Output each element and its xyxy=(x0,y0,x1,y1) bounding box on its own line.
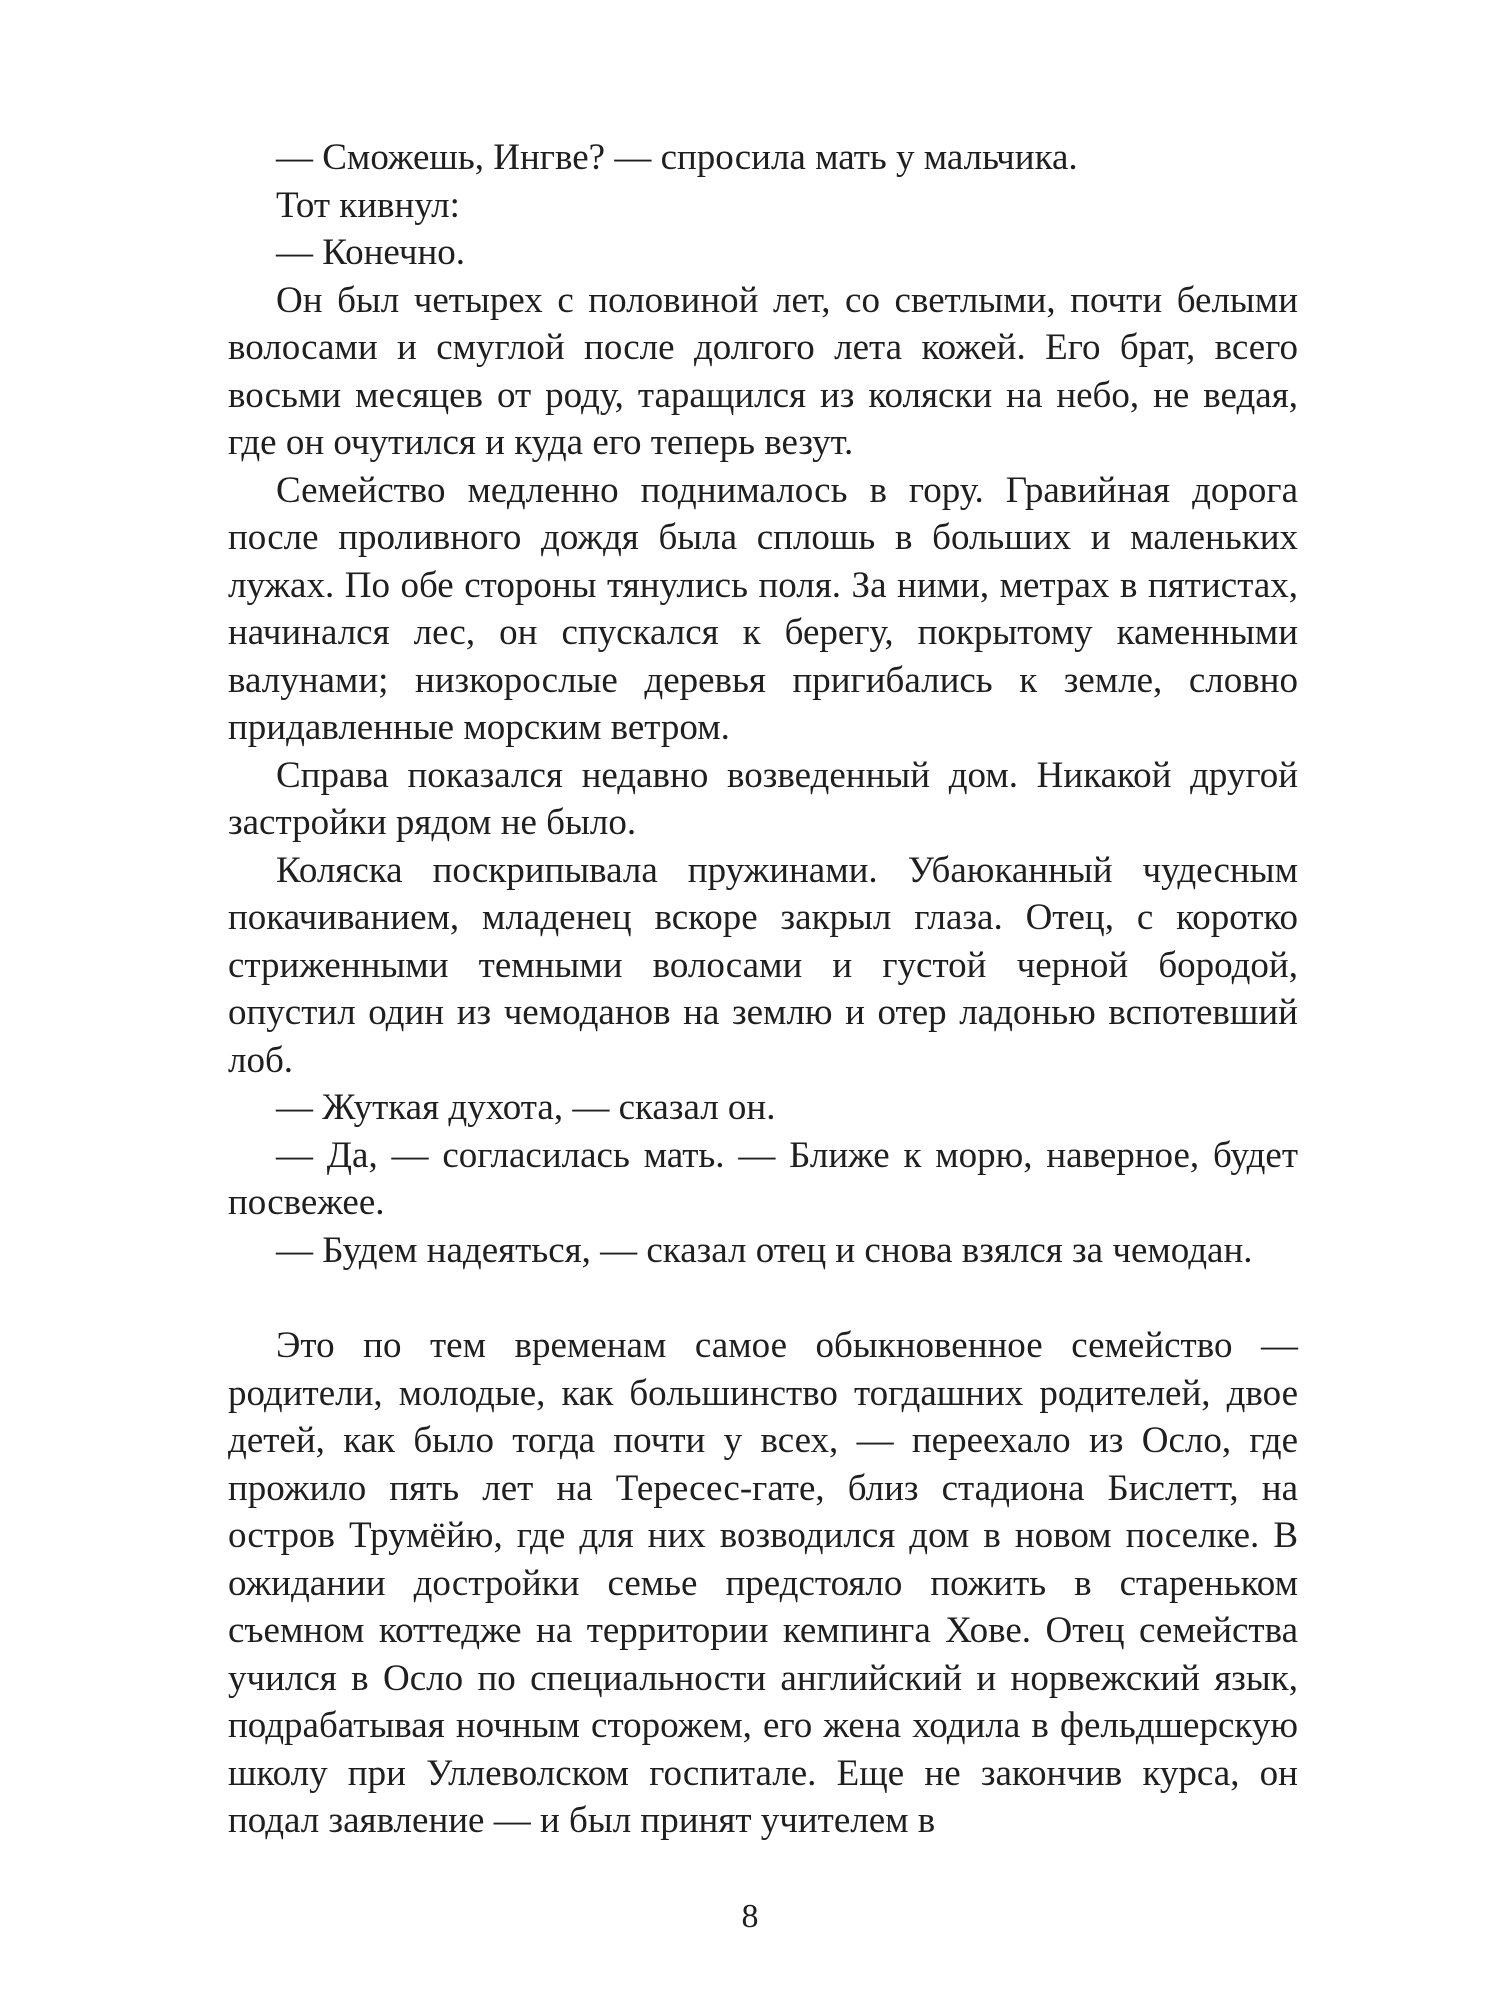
paragraph: — Конечно. xyxy=(276,232,466,273)
paragraph: — Да, — согласилась мать. — Ближе к морю, наверное, будет посвежее. xyxy=(228,1134,1298,1223)
paragraph: Коляска поскрипывала пружинами. Убаюканный чудесным покачиванием, младенец вскоре закрыл глаза. Отец, с коротко стриженными темными волосами и густой черной бородой, опустил один из чемоданов на землю и отер ладонью вспотевший лоб. xyxy=(228,849,1298,1081)
paragraph: — Жуткая духота, — сказал он. xyxy=(276,1087,776,1128)
paragraph: Он был четырех с половиной лет, со светлыми, почти белыми волосами и смуглой после долгого лета кожей. Его брат, всего восьми месяцев от роду, таращился из коляски на небо, не ведая, где он очутился и куда его теперь везут. xyxy=(228,279,1298,463)
page-number: 8 xyxy=(741,1898,759,1935)
paragraph: Семейство медленно поднималось в гору. Гравийная дорога после проливного дождя была сплошь в больших и маленьких лужах. По обе стороны тянулись поля. За ними, метрах в пятистах, начинался лес, он спускался к берегу, покрытому каменными валунами; низкорослые деревья пригибались к земле, словно придавленные морским ветром. xyxy=(228,469,1298,748)
paragraph: — Сможешь, Ингве? — спросила мать у мальчика. xyxy=(276,137,1078,178)
paragraph: Справа показался недавно возведенный дом. Никакой другой застройки рядом не было. xyxy=(228,754,1298,843)
paragraph: — Будем надеяться, — сказал отец и снова взялся за чемодан. xyxy=(276,1229,1253,1271)
paragraph: Это по тем временам самое обыкновенное семейство — родители, молодые, как большинство тогдашних родителей, двое детей, как было тогда почти у всех, — переехало из Осло, где прожило пять лет на Тересес-гате, близ стадиона Бислетт, на остров Трумёйю, где для них возводился дом в новом поселке. В ожидании достройки семье предстояло пожить в стареньком съемном коттедже на территории кемпинга Хове. Отец семейства учился в Осло по специальности английский и норвежский язык, подрабатывая ночным сторожем, его жена ходила в фельдшерскую школу при Уллеволском госпитале. Еще не закончив курса, он подал заявление — и был принят учителем в xyxy=(228,1325,1298,1841)
section-break xyxy=(228,1274,1298,1322)
paragraph: Тот кивнул: xyxy=(276,184,460,226)
body-text xyxy=(228,134,1298,1845)
